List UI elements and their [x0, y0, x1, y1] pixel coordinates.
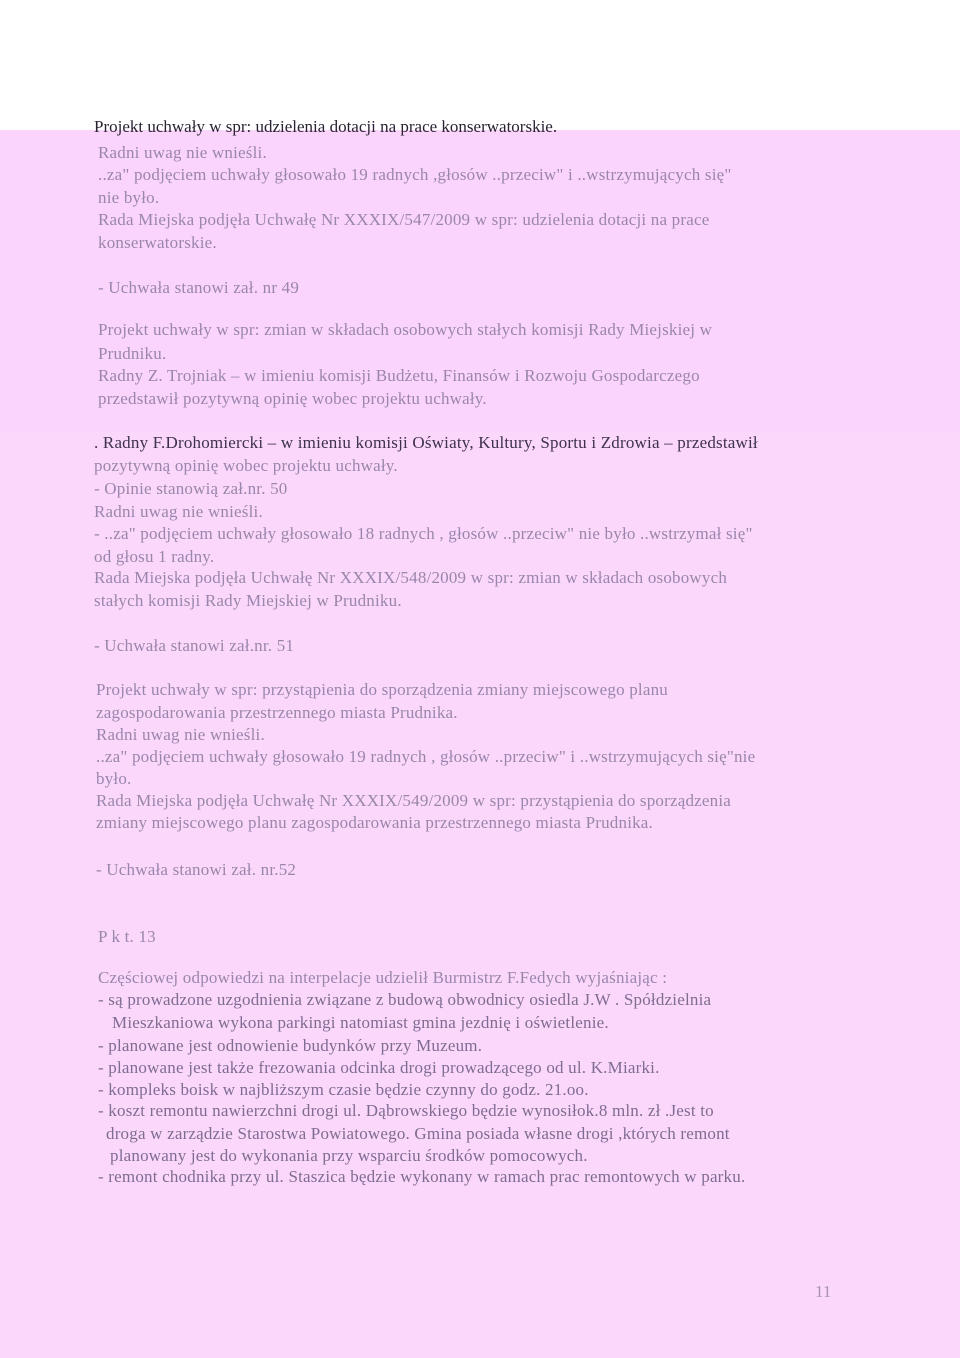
- text-line: - Uchwała stanowi zał. nr 49: [98, 278, 300, 297]
- text-line: ..za" podjęciem uchwały głosowało 19 radnych ,głosów ..przeciw" i ..wstrzymujących się": [98, 165, 732, 184]
- text-line: - ..za" podjęciem uchwały głosowało 18 radnych , głosów ..przeciw" nie było ..wstrzymał się": [94, 524, 753, 543]
- text-line: stałych komisji Rady Miejskiej w Prudniku.: [94, 591, 402, 610]
- text-line: zagospodarowania przestrzennego miasta Prudnika.: [96, 703, 458, 722]
- text-line: Radni uwag nie wnieśli.: [98, 143, 267, 162]
- text-line: Radni uwag nie wnieśli.: [96, 725, 265, 744]
- text-line: - Uchwała stanowi zał.nr. 51: [94, 636, 295, 655]
- text-line: konserwatorskie.: [98, 233, 217, 252]
- text-line: pozytywną opinię wobec projektu uchwały.: [94, 456, 398, 475]
- text-line: Częściowej odpowiedzi na interpelacje udzielił Burmistrz F.Fedych wyjaśniając :: [98, 968, 668, 987]
- text-line: ..za" podjęciem uchwały głosowało 19 radnych , głosów ..przeciw" i ..wstrzymujących się"nie: [96, 747, 756, 766]
- text-line: Projekt uchwały w spr: przystąpienia do sporządzenia zmiany miejscowego planu: [96, 680, 668, 699]
- document-heading: Projekt uchwały w spr: udzielenia dotacji na prace konserwatorskie.: [94, 117, 558, 136]
- page-number: 11: [815, 1282, 832, 1301]
- list-item: - kompleks boisk w najbliższym czasie będzie czynny do godz. 21.oo.: [98, 1080, 589, 1099]
- list-item: - koszt remontu nawierzchni drogi ul. Dąbrowskiego będzie wynosiłok.8 mln. zł .Jest to: [98, 1101, 714, 1120]
- text-line: Rada Miejska podjęła Uchwałę Nr XXXIX/548/2009 w spr: zmian w składach osobowych: [94, 568, 728, 587]
- list-item: - planowane jest także frezowania odcinka drogi prowadzącego od ul. K.Miarki.: [98, 1058, 660, 1077]
- text-line: Radny Z. Trojniak – w imieniu komisji Budżetu, Finansów i Rozwoju Gospodarczego: [98, 366, 700, 385]
- text-line: - Uchwała stanowi zał. nr.52: [96, 860, 297, 879]
- section-label: P k t. 13: [98, 927, 156, 946]
- text-line: Rada Miejska podjęła Uchwałę Nr XXXIX/547/2009 w spr: udzielenia dotacji na prace: [98, 210, 710, 229]
- list-item-continuation: Mieszkaniowa wykona parkingi natomiast gmina jezdnię i oświetlenie.: [112, 1013, 609, 1032]
- text-line: - Opinie stanowią zał.nr. 50: [94, 479, 288, 498]
- text-line: Radni uwag nie wnieśli.: [94, 502, 263, 521]
- text-line: . Radny F.Drohomiercki – w imieniu komisji Oświaty, Kultury, Sportu i Zdrowia – przedstawił: [94, 433, 758, 452]
- text-line: przedstawił pozytywną opinię wobec projektu uchwały.: [98, 389, 487, 408]
- list-item-continuation: droga w zarządzie Starostwa Powiatowego. Gmina posiada własne drogi ,których remont: [106, 1124, 730, 1143]
- text-line: Prudniku.: [98, 344, 167, 363]
- list-item: - remont chodnika przy ul. Staszica będzie wykonany w ramach prac remontowych w parku.: [98, 1167, 746, 1186]
- text-line: zmiany miejscowego planu zagospodarowania przestrzennego miasta Prudnika.: [96, 813, 654, 832]
- text-line: od głosu 1 radny.: [94, 547, 215, 566]
- list-item-continuation: planowany jest do wykonania przy wsparciu środków pomocowych.: [110, 1146, 588, 1165]
- text-line: Rada Miejska podjęła Uchwałę Nr XXXIX/549/2009 w spr: przystąpienia do sporządzenia: [96, 791, 732, 810]
- list-item: - są prowadzone uzgodnienia związane z budową obwodnicy osiedla J.W . Spółdzielnia: [98, 990, 712, 1009]
- list-item: - planowane jest odnowienie budynków przy Muzeum.: [98, 1036, 483, 1055]
- text-line: było.: [96, 769, 132, 788]
- text-line: nie było.: [98, 188, 160, 207]
- text-line: Projekt uchwały w spr: zmian w składach osobowych stałych komisji Rady Miejskiej w: [98, 320, 713, 339]
